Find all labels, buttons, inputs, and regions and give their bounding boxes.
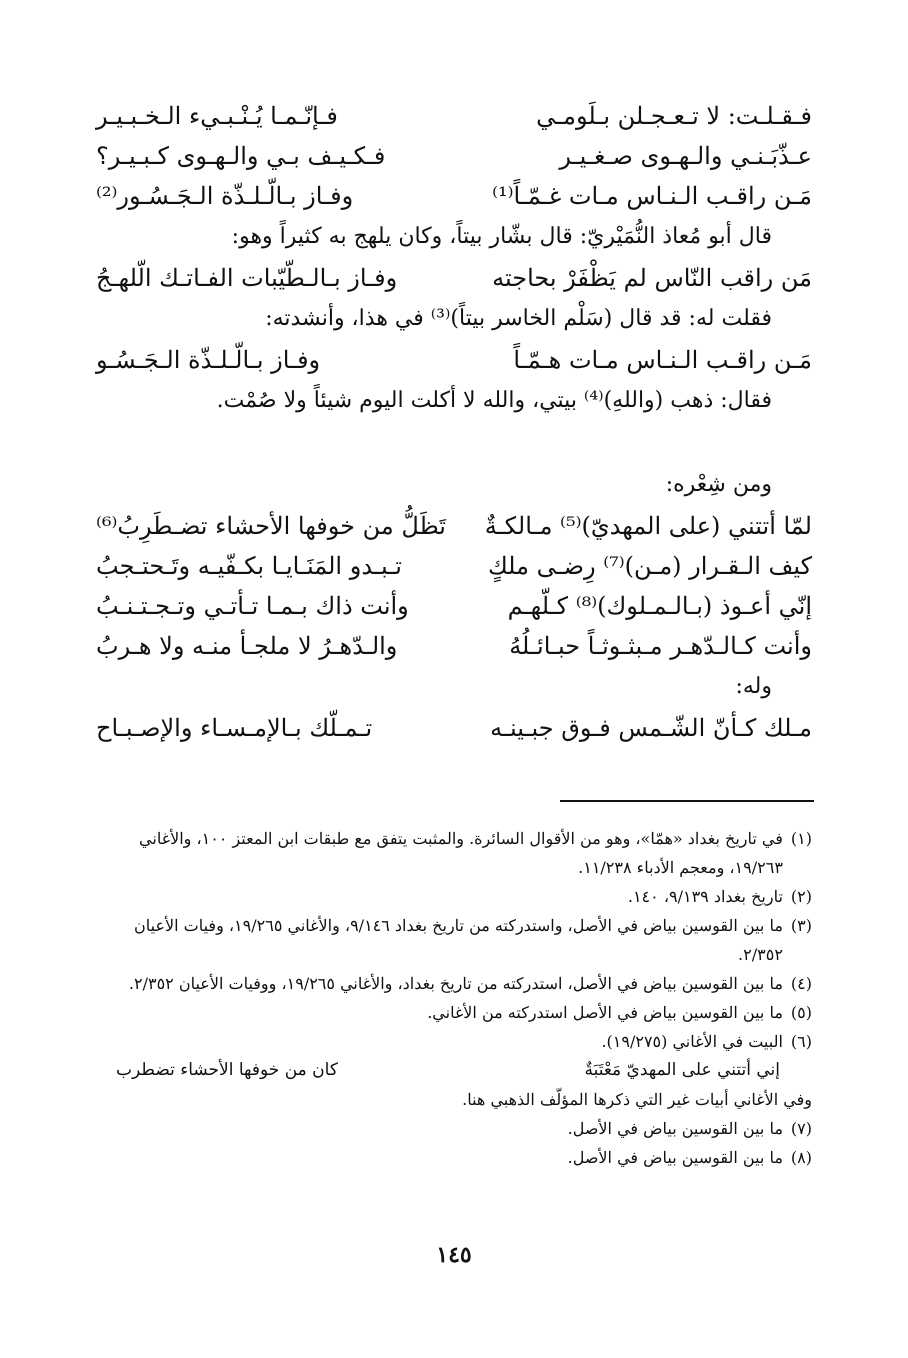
footnotes <box>96 824 812 1172</box>
verse-line <box>96 340 812 380</box>
footnote-number: (٧) <box>790 1119 812 1138</box>
verse-second-hemistich: تـبـدو المَنَـايـا بكـفّيـه وتَـحتـجبُ <box>96 552 402 580</box>
footnote <box>96 969 812 998</box>
verse-first-hemistich: كيف الـقـرار (مـن)⁽⁷⁾ رِضـى ملكٍ <box>487 552 812 580</box>
verse-first-hemistich: فـقـلـت: لا تـعـجـلن بـلَومـي <box>536 102 812 130</box>
footnote-number: (٢) <box>790 887 812 906</box>
footnote-remark: وفي الأغاني أبيات غير التي ذكرها المؤلّف الذهبي هنا. <box>462 1090 812 1109</box>
footnote <box>96 998 812 1027</box>
footnote-text: البيت في الأغاني (١٩/٢٧٥). <box>601 1032 783 1051</box>
verse-second-hemistich: وأنت ذاك بـمـا تـأتـي وتـجـتـنـبُ <box>96 592 409 620</box>
main-text <box>96 96 812 748</box>
footnote <box>96 882 812 911</box>
footnote-text: ما بين القوسين بياض في الأصل، واستدركته من تاريخ بغداد ٩/١٤٦، والأغاني ١٩/٢٦٥، وفيات الأعيان ٢/٣٥٢. <box>134 916 783 964</box>
footnote-verse-first-hemistich: إني أتتني على المهديّ مَعْتَبَةٌ <box>584 1060 780 1080</box>
verse-first-hemistich: مـلك كـأنّ الشّـمس فـوق جبـينـه <box>490 714 812 742</box>
page-number: ١٤٥ <box>436 1242 472 1268</box>
prose-paragraph: فقلت له: قد قال (سَلْم الخاسر بيتاً)⁽³⁾ في هذا، وأنشدته: <box>265 306 772 331</box>
prose-paragraph: قال أبو مُعاذ النُّمَيْريّ: قال بشّار بيتاً، وكان يلهج به كثيراً وهو: <box>231 224 772 249</box>
verse-line <box>96 176 812 216</box>
verse-second-hemistich: وفـاز بـالـطّيّبات الفـاتـك الّلهـجُ <box>96 264 398 292</box>
footnote-verse-second-hemistich: كان من خوفها الأحشاء تضطرب <box>116 1060 338 1080</box>
verse-line <box>96 136 812 176</box>
verse-line <box>96 96 812 136</box>
footnote-number: (٥) <box>790 1003 812 1022</box>
footnote-number: (٤) <box>790 974 812 993</box>
footnote-text: ما بين القوسين بياض في الأصل. <box>567 1148 783 1167</box>
verse-first-hemistich: مَـن راقـب الـنـاس مـات غـمّـاً⁽¹⁾ <box>492 182 812 210</box>
footnote <box>96 1114 812 1143</box>
prose-paragraph: فقال: ذهب (واللهِ)⁽⁴⁾ بيتي، والله لا أكلت اليوم شيئاً ولا صُمْت. <box>216 388 772 413</box>
verse-second-hemistich: تَظَلُّ من خوفها الأحشاء تضـطَرِبُ⁽⁶⁾ <box>96 512 446 540</box>
verse-line <box>96 506 812 546</box>
verse-line <box>96 586 812 626</box>
footnote-number: (٦) <box>790 1032 812 1051</box>
footnote-text: ما بين القوسين بياض في الأصل، استدركته من تاريخ بغداد، والأغاني ١٩/٢٦٥، ووفيات الأعيان ٢/٣٥٢. <box>128 974 783 993</box>
verse-first-hemistich: مَن راقب النّاس لم يَظْفَرْ بحاجته <box>492 264 812 292</box>
footnote <box>96 824 812 882</box>
verse-line <box>96 626 812 666</box>
verse-second-hemistich: وفـاز بـالّـلـذّة الـجَـسُـور⁽²⁾ <box>96 182 354 210</box>
footnote <box>96 911 812 969</box>
verse-line <box>96 258 812 298</box>
footnote-text: ما بين القوسين بياض في الأصل. <box>567 1119 783 1138</box>
verse-second-hemistich: فـكـيـف بـي والـهـوى كـبـيـر؟ <box>96 142 386 170</box>
footnote-verse <box>96 1056 812 1085</box>
footnote <box>96 1027 812 1056</box>
section-heading: ومن شِعْره: <box>665 472 772 497</box>
verse-first-hemistich: مَـن راقـب الـنـاس مـات هـمّـاً <box>513 346 812 374</box>
verse-first-hemistich: لمّا أتتني (على المهديّ)⁽⁵⁾ مـالكـةٌ <box>484 512 812 540</box>
footnote-number: (٣) <box>790 916 812 935</box>
verse-second-hemistich: فـإنّـمـا يُـنْـبـيء الـخـبـيـر <box>96 102 338 130</box>
verse-line <box>96 708 812 748</box>
footnote-text: في تاريخ بغداد «همّا»، وهو من الأقوال السائرة. والمثبت يتفق مع طبقات ابن المعتز ١٠٠، والأغاني ١٩/٢٦٣، ومعجم الأدباء ١١/٢٣٨. <box>139 829 783 877</box>
footnote-text: ما بين القوسين بياض في الأصل استدركته من الأغاني. <box>427 1003 783 1022</box>
verse-line <box>96 546 812 586</box>
verse-second-hemistich: تـمـلّك بـالإمـسـاء والإصـبـاح <box>96 714 373 742</box>
verse-first-hemistich: عـذّبَـنـي والـهـوى صـغـيـر <box>559 142 812 170</box>
verse-second-hemistich: وفـاز بـالّـلـذّة الـجَـسُـو <box>96 346 321 374</box>
verse-second-hemistich: والـدّهـرُ لا ملجـأ منـه ولا هـربُ <box>96 632 398 660</box>
verse-first-hemistich: إنّي أعـوذ (بـالـمـلوك)⁽⁸⁾ كـلّهـم <box>507 592 812 620</box>
footnote-number: (٨) <box>790 1148 812 1167</box>
footnote <box>96 1143 812 1172</box>
footnote-text: تاريخ بغداد ٩/١٣٩، ١٤٠. <box>627 887 783 906</box>
verse-first-hemistich: وأنت كـالـدّهـر مـبثـوثـاً حبـائـلُهُ <box>509 632 812 660</box>
footnote-number: (١) <box>790 829 812 848</box>
footnote-divider <box>560 800 814 802</box>
section-label: وله: <box>735 674 772 699</box>
